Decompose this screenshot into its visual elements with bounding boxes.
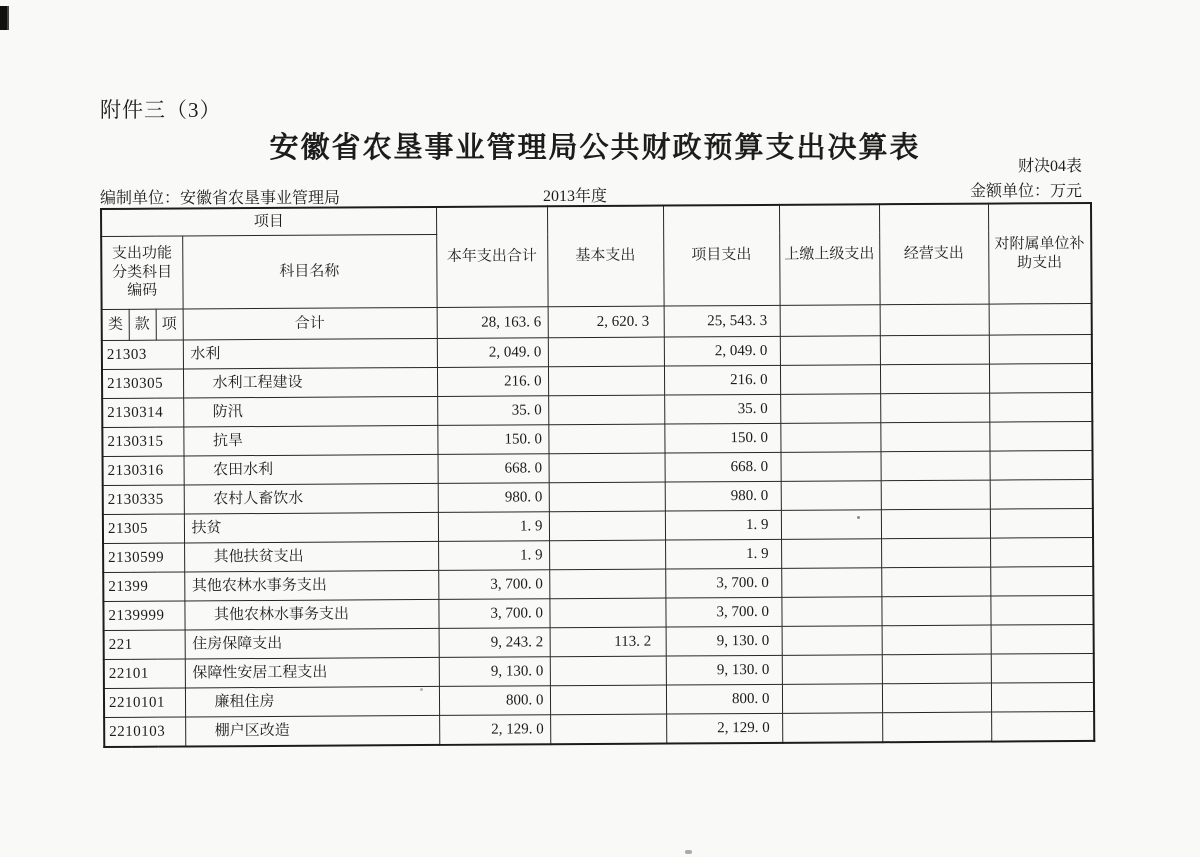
value-cell — [550, 714, 666, 744]
col-header-operating-expenditure: 经营支出 — [879, 204, 989, 305]
fiscal-year-label: 2013年度 — [543, 188, 608, 205]
value-cell: 9, 243. 2 — [439, 628, 550, 658]
value-cell — [881, 596, 990, 626]
value-cell: 150. 0 — [437, 425, 548, 455]
value-cell: 2, 129. 0 — [666, 713, 782, 743]
subject-code: 2210101 — [104, 688, 185, 717]
value-cell: 980. 0 — [665, 481, 781, 511]
value-cell — [550, 656, 666, 686]
col-header-remitted-expenditure: 上缴上级支出 — [779, 204, 880, 305]
prepared-by-label: 编制单位：安徽省农垦事业管理局 — [100, 190, 341, 207]
attachment-label: 附件三（3） — [100, 98, 222, 122]
value-cell — [990, 508, 1093, 538]
value-cell — [549, 569, 665, 599]
value-cell — [989, 363, 1092, 393]
subject-code: 2130314 — [102, 398, 183, 427]
subject-name: 水利 — [183, 338, 437, 369]
header-row-project — [101, 203, 1091, 237]
value-cell: 35. 0 — [437, 396, 548, 426]
col-header-total-expenditure: 本年支出合计 — [436, 206, 548, 307]
value-cell: 1. 9 — [665, 539, 781, 569]
table-row — [104, 711, 1094, 747]
value-cell — [989, 421, 1092, 451]
value-cell — [882, 683, 991, 713]
subject-code: 2130335 — [103, 485, 184, 514]
value-cell — [881, 480, 990, 510]
value-cell — [991, 711, 1094, 741]
subject-code: 2130316 — [103, 456, 184, 485]
subject-name: 扶贫 — [184, 512, 438, 543]
value-cell: 800. 0 — [439, 686, 550, 716]
value-cell — [881, 567, 990, 597]
subject-name: 其他农林水事务支出 — [184, 570, 438, 601]
value-cell — [780, 336, 880, 366]
page-title: 安徽省农垦事业管理局公共财政预算支出决算表 — [269, 132, 921, 164]
value-cell — [781, 452, 881, 482]
value-cell — [990, 479, 1093, 509]
subject-code: 2130599 — [103, 543, 184, 572]
total-project-expenditure: 25, 543. 3 — [664, 305, 780, 337]
value-cell: 9, 130. 0 — [666, 655, 782, 685]
value-cell: 3, 700. 0 — [665, 597, 781, 627]
value-cell: 2, 049. 0 — [437, 338, 548, 368]
value-cell — [989, 334, 1092, 364]
value-cell — [549, 598, 665, 628]
value-cell — [990, 450, 1093, 480]
value-cell: 980. 0 — [438, 483, 549, 513]
value-cell: 150. 0 — [664, 423, 780, 453]
scan-speck — [685, 850, 692, 854]
value-cell — [990, 566, 1093, 596]
value-cell — [991, 682, 1094, 712]
value-cell: 800. 0 — [666, 684, 782, 714]
col-header-subsidy-expenditure: 对附属单位补助支出 — [988, 203, 1092, 304]
value-cell — [782, 713, 882, 743]
subject-code: 21303 — [102, 340, 183, 369]
value-cell — [880, 393, 989, 423]
value-cell — [782, 684, 882, 714]
total-operating-expenditure — [880, 304, 989, 336]
subject-code: 2139999 — [103, 601, 184, 630]
value-cell — [881, 451, 990, 481]
value-cell: 3, 700. 0 — [438, 570, 549, 600]
col-header-function-code: 支出功能分类科目编码 — [101, 236, 182, 309]
total-subsidy-expenditure — [989, 303, 1092, 335]
value-cell — [549, 540, 665, 570]
value-cell — [781, 597, 881, 627]
value-cell — [780, 365, 880, 395]
value-cell — [989, 392, 1092, 422]
value-cell: 9, 130. 0 — [666, 626, 782, 656]
value-cell — [990, 537, 1093, 567]
subject-code: 2130315 — [102, 427, 183, 456]
value-cell — [882, 654, 991, 684]
value-cell — [549, 453, 665, 483]
project-group-header: 项目 — [101, 207, 436, 237]
value-cell: 9, 130. 0 — [439, 657, 550, 687]
amount-unit-label: 金额单位：万元 — [969, 183, 1082, 200]
table-body — [102, 334, 1094, 747]
subject-code: 22101 — [104, 659, 185, 688]
scan-edge-artifact — [0, 6, 9, 30]
subject-name: 农田水利 — [184, 454, 438, 485]
value-cell — [781, 510, 881, 540]
budget-expenditure-table — [100, 202, 1095, 748]
value-cell: 3, 700. 0 — [438, 599, 549, 629]
col-header-subject-name: 科目名称 — [182, 234, 436, 309]
value-cell: 1. 9 — [665, 510, 781, 540]
value-cell — [780, 423, 880, 453]
value-cell — [880, 422, 989, 452]
value-cell: 3, 700. 0 — [665, 568, 781, 598]
subject-code: 21399 — [103, 572, 184, 601]
value-cell — [991, 653, 1094, 683]
value-cell — [780, 394, 880, 424]
value-cell — [990, 595, 1093, 625]
total-remitted-expenditure — [780, 305, 880, 337]
value-cell — [782, 655, 882, 685]
value-cell — [548, 424, 664, 454]
value-cell: 113. 2 — [550, 627, 666, 657]
value-cell — [548, 337, 664, 367]
value-cell — [781, 568, 881, 598]
code-sub-item: 项 — [156, 309, 183, 340]
subject-code: 2130305 — [102, 369, 183, 398]
subject-name: 水利工程建设 — [183, 367, 437, 398]
subject-name: 其他扶贫支出 — [184, 541, 438, 572]
total-row-label: 合计 — [183, 307, 437, 340]
value-cell — [782, 626, 882, 656]
code-sub-section: 款 — [129, 309, 156, 340]
subject-name: 保障性安居工程支出 — [185, 657, 439, 688]
value-cell — [781, 481, 881, 511]
value-cell: 2, 049. 0 — [664, 336, 780, 366]
total-annual-expenditure: 28, 163. 6 — [437, 307, 548, 339]
value-cell — [882, 625, 991, 655]
subject-code: 2210103 — [104, 717, 185, 747]
subject-name: 棚户区改造 — [185, 715, 439, 746]
total-basic-expenditure: 2, 620. 3 — [548, 306, 664, 338]
value-cell — [548, 366, 664, 396]
value-cell — [548, 395, 664, 425]
value-cell — [880, 335, 989, 365]
code-sub-category: 类 — [102, 309, 129, 340]
value-cell: 216. 0 — [437, 367, 548, 397]
value-cell: 668. 0 — [665, 452, 781, 482]
value-cell: 35. 0 — [664, 394, 780, 424]
subject-code: 221 — [104, 630, 185, 659]
subject-code: 21305 — [103, 514, 184, 543]
value-cell — [881, 509, 990, 539]
subject-name: 其他农林水事务支出 — [184, 599, 438, 630]
subject-name: 防汛 — [183, 396, 437, 427]
form-code-label: 财决04表 — [1017, 158, 1082, 175]
value-cell — [549, 482, 665, 512]
value-cell — [550, 685, 666, 715]
value-cell — [781, 539, 881, 569]
col-header-basic-expenditure: 基本支出 — [547, 206, 664, 307]
value-cell: 1. 9 — [438, 512, 549, 542]
value-cell — [880, 364, 989, 394]
value-cell: 216. 0 — [664, 365, 780, 395]
subject-name: 农村人畜饮水 — [184, 483, 438, 514]
subject-name: 廉租住房 — [185, 686, 439, 717]
value-cell — [881, 538, 990, 568]
col-header-project-expenditure: 项目支出 — [663, 205, 780, 306]
value-cell: 2, 129. 0 — [439, 715, 550, 745]
subject-name: 抗旱 — [183, 425, 437, 456]
value-cell — [549, 511, 665, 541]
subject-name: 住房保障支出 — [185, 628, 439, 659]
value-cell: 1. 9 — [438, 541, 549, 571]
value-cell: 668. 0 — [438, 454, 549, 484]
value-cell — [882, 712, 991, 742]
value-cell — [991, 624, 1094, 654]
